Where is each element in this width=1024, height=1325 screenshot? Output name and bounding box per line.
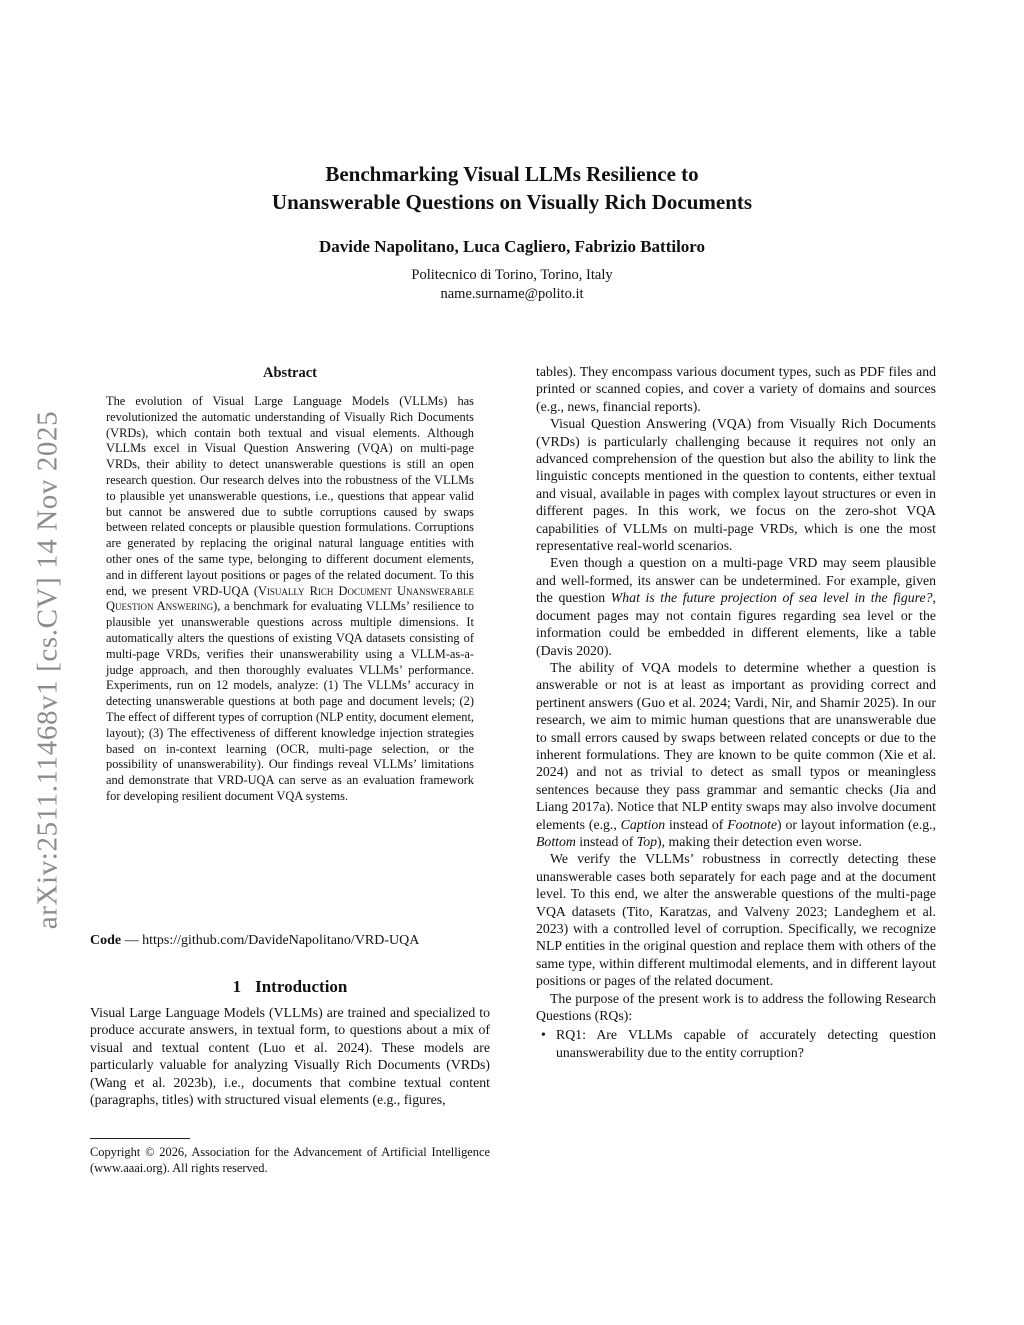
right-p4-text-a: The ability of VQA models to determine whether a question is answerable or not is at least as important as providing correct and pertinent answers (Guo et al. 2024; Vardi, Nir, and Shamir 2025). In our research, we aim to mimic human questions that are unanswerable due to small errors caused by swaps between related concepts or due to the inherent formulations. They are known to be quite common (Xie et al. 2024) and not as trivial to detect as small typos or meaningless sentences because they pass grammar and semantic checks (Jia and Liang 2017a). Notice that NLP entity swaps may also involve document elements (e.g., bbox=[536, 659, 936, 832]
affiliation-institution: Politecnico di Torino, Torino, Italy bbox=[411, 267, 613, 283]
copyright-footnote: Copyright © 2026, Association for the Advancement of Artificial Intelligence (www.aaai.org). All rights reserved. bbox=[90, 1145, 490, 1175]
right-column-body bbox=[536, 363, 936, 1061]
research-question-1: RQ1: Are VLLMs capable of accurately detecting question unanswerability due to the entity corruption? bbox=[556, 1027, 936, 1060]
benchmark-full-name: Visually Rich Document Unanswerable Question Answering bbox=[106, 583, 474, 614]
section-title: Introduction bbox=[255, 977, 348, 996]
arxiv-identifier-text: arXiv:2511.11468v1 [cs.CV] 14 Nov 2025 bbox=[31, 410, 64, 930]
abstract-text-part-1: The evolution of Visual Large Language Models (VLLMs) has revolutionized the automatic understanding of Visually Rich Documents (VRDs), which contain both textual and visual elements. Although VLLMs excel in Visual Question Answering (VQA) on multi-page VRDs, their ability to detect unanswerable questions is still an open research question. Our research delves into the robustness of the VLLMs to plausible yet unanswerable questions, i.e., questions that appear valid but cannot be answered due to subtle corruptions caused by swaps between related concepts or plausible question formulations. Corruptions are generated by replacing the original natural language entities with other ones of the same type, belonging to different document elements, and in different layout positions or pages of the related document. To this end, we present VRD-UQA ( bbox=[106, 394, 474, 598]
bullet-icon: • bbox=[541, 1027, 546, 1043]
right-paragraph-3 bbox=[536, 554, 936, 658]
right-paragraph-2: Visual Question Answering (VQA) from Visually Rich Documents (VRDs) is particularly challenging because it requires not only an advanced comprehension of the question but also the ability to link the linguistic concepts mentioned in the question to contents, either textual and visual, available in pages with complex layout structures or even in different pages. In this work, we focus on the zero-shot VQA capabilities of VLLMs on multi-page VRDs, which is one the most representative real-world scenarios. bbox=[536, 416, 936, 554]
term-footnote: Footnote bbox=[727, 816, 778, 832]
abstract-text-part-2: ), a benchmark for evaluating VLLMs’ resilience to plausible yet unanswerable questions across multiple dimensions. It automatically alters the questions of existing VQA datasets consisting of multi-page VRDs, verifies their unanswerability using a VLLM-as-a-judge approach, and then thoroughly evaluates VLLMs’ performance. Experiments, run on 12 models, analyze: (1) The VLLMs’ accuracy in detecting unanswerable questions at both page and document levels; (2) The effect of different types of corruption (NLP entity, document element, layout); (3) The effectiveness of different knowledge injection strategies based on in-context learning (OCR, multi-page selection, or the possibility of unanswerability). Our findings reveal VLLMs’ limitations and demonstrate that VRD-UQA can serve as an evaluation framework for developing resilient document VQA systems. bbox=[106, 599, 474, 803]
right-p3-text-a: Even though a question on a multi-page VRD may seem plausible and well-formed, its answer can be undetermined. For example, given the question bbox=[536, 555, 936, 606]
code-label: Code bbox=[90, 933, 122, 948]
right-p4-text-b: instead of bbox=[665, 816, 728, 832]
right-paragraph-6: The purpose of the present work is to address the following Research Questions (RQs): bbox=[536, 990, 936, 1024]
right-paragraph-4 bbox=[536, 659, 936, 850]
code-repository-link[interactable]: https://github.com/DavideNapolitano/VRD-UQA bbox=[142, 933, 420, 948]
paper-title-line-1: Benchmarking Visual LLMs Resilience to bbox=[325, 162, 699, 186]
code-separator: — bbox=[121, 933, 143, 948]
right-paragraph-1: tables). They encompass various document types, such as PDF files and printed or scanned copies, and cover a variety of domains and sources (e.g., news, financial reports). bbox=[536, 364, 936, 414]
affiliation-block bbox=[130, 266, 894, 304]
abstract-heading: Abstract bbox=[263, 365, 317, 381]
footnote-divider bbox=[90, 1138, 190, 1139]
research-question-list-item bbox=[536, 1026, 936, 1061]
right-paragraph-5: We verify the VLLMs’ robustness in correctly detecting these unanswerable cases both separately for each page and at the document level. To this end, we alter the answerable questions of the multi-page VQA datasets (Tito, Karatzas, and Valveny 2023; Landeghem et al. 2023) with a controlled level of corruption. Specifically, we recognize NLP entities in the original question and replace them with others of the same type, within different multimodal elements, and in different layout positions or pages of the related document. bbox=[536, 851, 936, 989]
section-heading-introduction bbox=[90, 977, 490, 997]
right-p4-text-e: ), making their detection even worse. bbox=[657, 833, 862, 849]
right-p3-text-b: , document pages may not contain figures regarding sea level or the information could be embedded in different elements, like a table (Davis 2020). bbox=[536, 590, 936, 658]
paper-title-line-2: Unanswerable Questions on Visually Rich Documents bbox=[271, 190, 753, 214]
term-top: Top bbox=[636, 833, 657, 849]
right-p4-text-d: instead of bbox=[575, 833, 637, 849]
code-availability-line bbox=[90, 933, 490, 949]
affiliation-email: name.surname@polito.it bbox=[440, 286, 584, 302]
example-question: What is the future projection of sea level in the figure? bbox=[610, 590, 933, 606]
section-number: 1 bbox=[232, 977, 242, 996]
introduction-paragraph bbox=[90, 1004, 490, 1108]
right-p4-text-c: ) or layout information (e.g., bbox=[777, 816, 937, 832]
arxiv-identifier-stamp bbox=[8, 370, 88, 970]
abstract-body bbox=[106, 394, 474, 805]
paper-title bbox=[130, 160, 894, 216]
author-list: Davide Napolitano, Luca Cagliero, Fabrizio Battiloro bbox=[318, 237, 706, 256]
term-caption: Caption bbox=[620, 816, 666, 832]
term-bottom: Bottom bbox=[536, 833, 576, 849]
intro-paragraph-text: Visual Large Language Models (VLLMs) are trained and specialized to produce accurate answers, in textual form, to questions about a mix of visual and textual content (Luo et al. 2024). These models are particularly valuable for analyzing Visually Rich Documents (VRDs) (Wang et al. 2023b), i.e., documents that combine textual content (paragraphs, titles) with structured visual elements (e.g., figures, bbox=[90, 1005, 490, 1108]
